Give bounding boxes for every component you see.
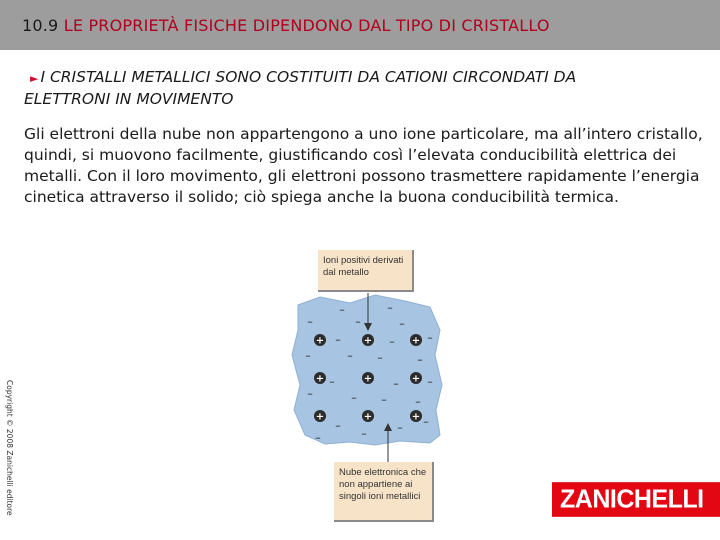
electron: – [335, 333, 341, 346]
slide-title [22, 16, 550, 35]
ion-sign: + [363, 335, 373, 347]
electron-cloud [292, 295, 442, 445]
electron: – [387, 301, 393, 314]
electron: – [377, 351, 383, 364]
electron: – [389, 335, 395, 348]
subtitle-text: I CRISTALLI METALLICI SONO COSTITUITI DA CATIONI CIRCONDATI DA ELETTRONI IN MOVIMENTO [24, 68, 577, 108]
electron: – [347, 349, 353, 362]
ion-sign: + [411, 411, 421, 423]
electron: – [307, 387, 313, 400]
electron: – [397, 421, 403, 434]
electron: – [423, 415, 429, 428]
label-positive-ions: Ioni positivi derivati dal metallo [318, 250, 414, 292]
electron: – [305, 349, 311, 362]
electron: – [415, 395, 421, 408]
electron: – [329, 375, 335, 388]
copyright-text: Copyright © 2008 Zanichelli editore [5, 380, 14, 516]
section-title: LE PROPRIETÀ FISICHE DIPENDONO DAL TIPO DI CRISTALLO [63, 16, 550, 35]
ion-sign: + [411, 373, 421, 385]
slide-header [0, 0, 720, 50]
electron: – [315, 431, 321, 444]
body-paragraph: Gli elettroni della nube non appartengono a uno ione particolare, ma all’intero cristallo, quindi, si muovono facilmente, giustificando così l’elevata conducibilità elettrica dei metalli. Con il loro movimento, gli elettroni possono trasmettere rapidamente l’energia cinetica attraverso il solido; ciò spiega anche la buona conducibilità termica. [24, 125, 703, 206]
ion-sign: + [363, 373, 373, 385]
electron: – [307, 315, 313, 328]
electron: – [393, 377, 399, 390]
bullet-arrow-icon: ► [30, 72, 39, 85]
electron: – [351, 391, 357, 404]
ion-sign: + [315, 411, 325, 423]
copyright-notice [2, 380, 16, 530]
slide-subtitle [24, 67, 664, 110]
zanichelli-logo: ZANICHELLI [552, 482, 720, 517]
electron: – [417, 353, 423, 366]
ion-sign: + [363, 411, 373, 423]
label-electron-cloud: Nube elettronica che non appartiene ai singoli ioni metallici [334, 462, 434, 522]
electron: – [355, 315, 361, 328]
ion-sign: + [411, 335, 421, 347]
electron: – [361, 427, 367, 440]
ion-sign: + [315, 373, 325, 385]
ion-sign: + [315, 335, 325, 347]
electron: – [427, 375, 433, 388]
electron: – [339, 303, 345, 316]
electron: – [381, 393, 387, 406]
electron: – [335, 419, 341, 432]
section-number: 10.9 [22, 16, 59, 35]
electron: – [427, 331, 433, 344]
electron: – [399, 317, 405, 330]
